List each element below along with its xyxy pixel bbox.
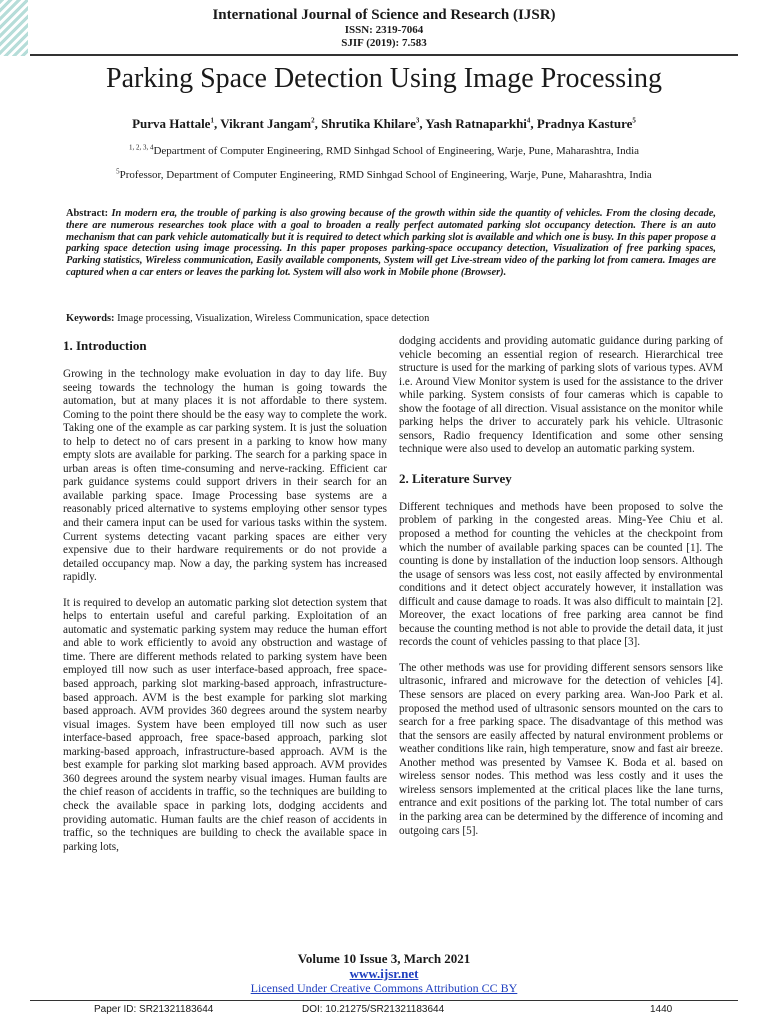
author-name: Vikrant Jangam xyxy=(220,116,312,131)
footer-license-link[interactable]: Licensed Under Creative Commons Attribution CC BY xyxy=(250,981,518,995)
author-sup: 2 xyxy=(311,116,315,125)
footer-rule xyxy=(30,1000,738,1001)
footer-doi: DOI: 10.21275/SR21321183644 xyxy=(302,1004,445,1015)
right-column xyxy=(399,335,723,838)
affiliation-sup: 5 xyxy=(116,167,120,176)
affiliation-text: Department of Computer Engineering, RMD Sinhgad School of Engineering, Warje, Pune, Maharashtra, India xyxy=(153,145,640,157)
abstract-text: In modern era, the trouble of parking is also growing because of the growth within side the quantity of vehicles. From the closing decade, there are numerous researches took place with a goal to broaden a really perfect automated parking slot occupancy detection. There is an auto mechanism that can park vehicle automatically but it is required to detect which parking slot is available and which one is busy. In this paper propose a parking space detection using image processing. In this paper proposes parking-space occupancy detection, Visualization of free parking spaces, Parking statistics, Wireless communication, Easily available components, System will get Live-stream video of the parking lot from camera. Images are captured when a car enters or leaves the parking lot. System will also work in Mobile phone (Browser). xyxy=(66,208,716,278)
lit-paragraph-2: The other methods was use for providing different sensors sensors like ultrasonic, infrared and microwave for the detection of vehicles [4]. These sensors are placed on every parking area. Wan-Joo Park et al. proposed the method used of ultrasonic sensors mounted on the cars to search for a free parking space. The disadvantage of this method was that the sensors are easily affected by natural environment problems or weather conditions like rain, high temperature, snow and fast air breeze. Another method was presented by Vamsee K. Boda et al. based on wireless sensor nodes. This method was less costly and it uses the wireless sensors implemented at the critical places like the lane turns, entrance and exit positions of the parking lot. The total number of cars in the parking area can be determined by the difference of incoming and outgoing cars [5]. xyxy=(399,661,723,837)
left-column xyxy=(63,338,387,854)
author-sup: 5 xyxy=(632,116,636,125)
page-footer xyxy=(0,951,768,996)
keywords-text: Image processing, Visualization, Wireless Communication, space detection xyxy=(117,313,430,324)
author-name: Purva Hattale xyxy=(132,116,211,131)
section-heading-literature: 2. Literature Survey xyxy=(399,470,512,486)
footer-volume: Volume 10 Issue 3, March 2021 xyxy=(297,951,471,966)
intro-paragraph-1: Growing in the technology make evoluation in day to day life. Buy seeing towards the technology the human is going towards the automation, but at many places it is not affordable to there system. Coming to the point there should be the easy way to complete the work. Taking one of the example as car parking system. It is just the soluation to help to detect no of cars present in a parking to know how many empty slots are available for parking. The search for a parking space in urban areas is often time-consuming and nerve-racking. Efficient car park guidance systems could support drivers in their search for an available parking space. Image Processing base systems are a reasonably priced alternative to systems employing other sensor types and their camera input can be used for various tasks within the system. Current systems detecting vacant parking spaces are either very expensive due to their hardware requirements or do not provide a detailed occupancy map. Now a day, the parking system has increased rapidly. xyxy=(63,368,387,584)
author-name: Pradnya Kasture xyxy=(536,116,633,131)
affiliation-text: Professor, Department of Computer Engineering, RMD Sinhgad School of Engineering, Warje, Pune, Maharashtra, India xyxy=(119,169,652,181)
keywords-label: Keywords: xyxy=(66,313,115,324)
footer-page-number: 1440 xyxy=(650,1004,673,1015)
affiliation-2 xyxy=(0,168,768,182)
intro-paragraph-2: It is required to develop an automatic parking slot detection system that helps to entertain useful and careful parking. Exploitation of an automatic and systematic parking system may reduce the human effort and able to work efficiently to avoid any obstruction and wastage of time. There are different methods related to parking system have been employed till now such as user interface-based approach, free space-based approach, parking slot marking-based approach, infrastructure-based approach. AVM is the best example for parking slot marking based approach. AVM provides 360 degrees around the system nearby visual images. System have been employed till now such as user interface-based approach, free space-based approach, parking slot marking-based approach, infrastructure-based approach. AVM is the best example for parking slot marking based approach. AVM provides 360 degrees around the system nearby visual images. Human faults are the chief reason of accidents in traffic, so the techniques are building to check the available space in parking lots, dodging accidents and providing automatic. Human faults are the chief reason of accidents in traffic, so the techniques are building to check the available space in parking lots, xyxy=(63,596,387,853)
author-sup: 4 xyxy=(526,116,531,125)
journal-name: International Journal of Science and Research (IJSR) xyxy=(212,7,556,23)
affiliation-1 xyxy=(0,144,768,158)
abstract-label: Abstract: xyxy=(66,208,109,219)
paper-title: Parking Space Detection Using Image Processing xyxy=(106,63,662,94)
keywords xyxy=(66,312,716,325)
footer-paper-id: Paper ID: SR21321183644 xyxy=(94,1004,214,1015)
header-rule xyxy=(30,54,738,56)
abstract xyxy=(66,208,716,279)
journal-issn: ISSN: 2319-7064 xyxy=(344,24,424,36)
footer-url-link[interactable]: www.ijsr.net xyxy=(349,966,419,981)
journal-sjif: SJIF (2019): 7.583 xyxy=(341,37,427,49)
author-sup: 3 xyxy=(415,116,420,125)
section-heading-introduction: 1. Introduction xyxy=(63,338,147,353)
author-name: Yash Ratnaparkhi xyxy=(425,116,527,131)
affiliation-sup: 1, 2, 3, 4 xyxy=(128,143,154,152)
author-list: Purva Hattale$^1$, Vikrant Jangam$^2$, Shrutika Khilare$^3$, Yash Ratnaparkhi$^4$, Pradnya Kasture$^5$ xyxy=(132,116,636,131)
author-sup: 1 xyxy=(210,116,214,125)
author-name: Shrutika Khilare xyxy=(321,116,416,131)
journal-header xyxy=(0,6,768,50)
intro-paragraph-3: dodging accidents and providing automatic guidance during parking of vehicle becoming an essential region of research. Hierarchical tree structure is used for the marking of parking slots of various types. AVM i.e. Around View Monitor system is used for the assistance to the driver while parking. System consists of four cameras which is capable to show the footage of all direction. Visual assistance on the monitor while parking helps the driver to accurately park his vehicle. Ultrasonic sensors, Radio frequency Identification and some other sensing technique were also used to develop an automatic parking system. xyxy=(399,335,723,456)
lit-paragraph-1: Different techniques and methods have been proposed to solve the problem of parking in the congested areas. Ming-Yee Chiu et al. proposed a method for counting the vehicles at the checkpoint from which the number of available parking spaces can be counted [1]. The counting is done by installation of the induction loop sensors. Although the usage of sensors was less cost, not easily affected by environmental conditions and it detect object accurately however, it installation was difficult and cause damage to roads. It was also difficult to maintain [2]. Moreover, the exact locations of free parking area cannot be find because the counting method is not able to provide the detail data, it just records the count of vehicles passing to that place [3]. xyxy=(399,500,723,649)
